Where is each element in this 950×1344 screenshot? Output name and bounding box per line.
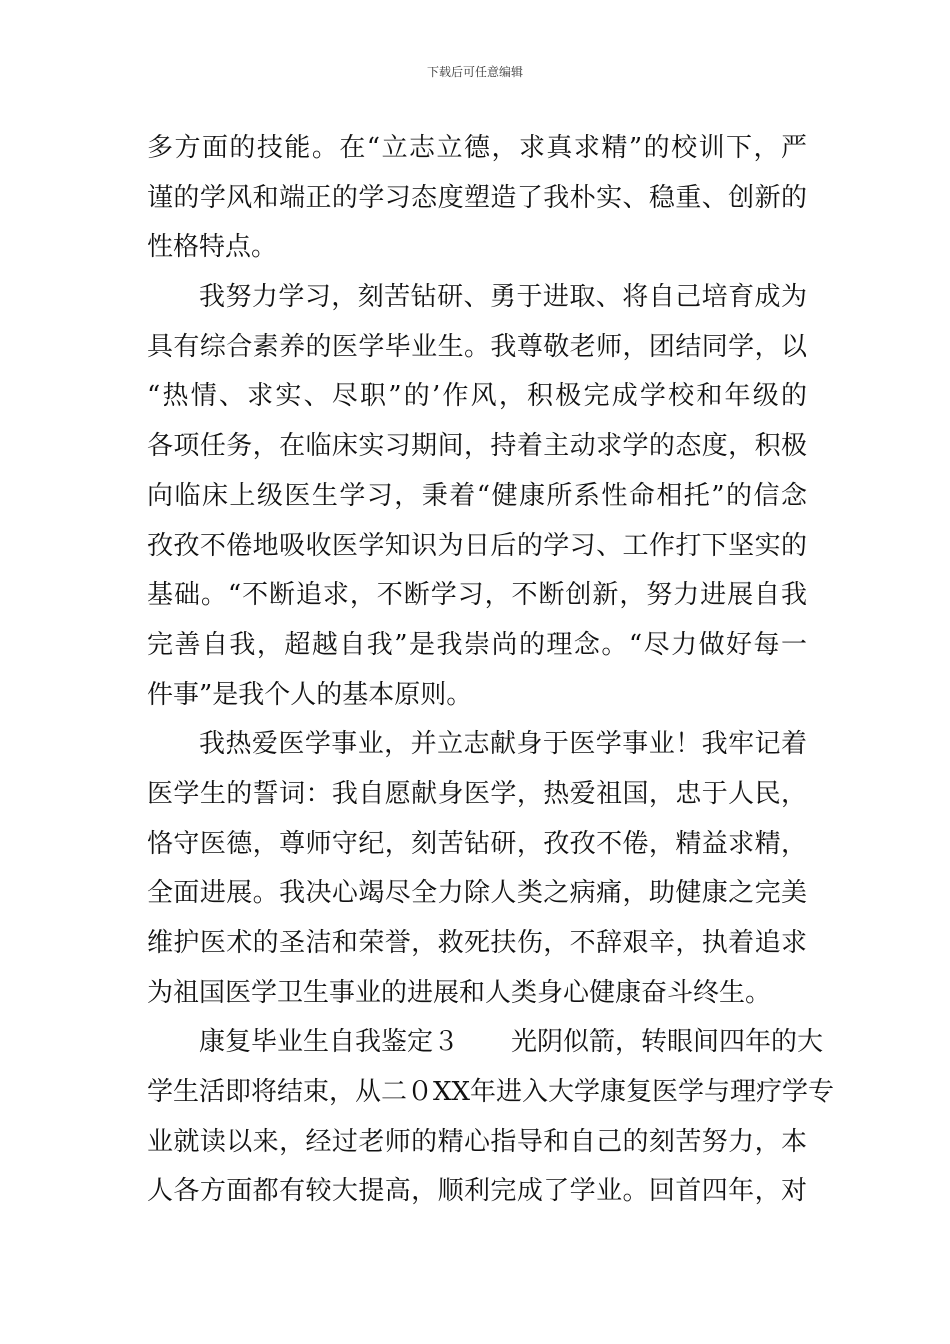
paragraph-first-line: 我热爱医学事业，并立志献身于医学事业！我牢记着 [199,729,807,760]
text-line: “热情、求实、尽职”的’作风，积极完成学校和年级的 [147,381,807,412]
text-line: 为祖国医学卫生事业的进展和人类身心健康奋斗终生。 [147,977,772,1008]
text-line: 学生活即将结束，从二０XX年进入大学康复医学与理疗学专 [147,1077,835,1108]
text-line: 恪守医德，尊师守纪，刻苦钻研，孜孜不倦，精益求精， [147,828,807,859]
text-line: 向临床上级医生学习，秉着“健康所系性命相托”的信念 [147,480,807,511]
document-body [147,124,835,1217]
text-line: 孜孜不倦地吸收医学知识为日后的学习、工作打下坚实的 [147,530,807,561]
text-line: 多方面的技能。在“立志立德，求真求精”的校训下，严 [147,133,807,163]
page-header: 下载后可任意编辑 [426,65,523,79]
text-line: 维护医术的圣洁和荣誉，救死扶伤，不辞艰辛，执着追求 [147,928,807,958]
text-line: 人各方面都有较大提高，顺利完成了学业。回首四年，对 [147,1176,807,1207]
text-line: 各项任务，在临床实习期间，持着主动求学的态度，积极 [147,431,807,462]
text-line: 谨的学风和端正的学习态度塑造了我朴实、稳重、创新的 [147,182,807,213]
paragraph-first-line: 康复毕业生自我鉴定３ 光阴似箭，转眼间四年的大 [199,1027,824,1058]
paragraph-first-line: 我努力学习，刻苦钻研、勇于进取、将自己培育成为 [199,282,807,313]
text-line: 基础。“不断追求，不断学习，不断创新，努力进展自我 [147,580,807,611]
text-line: 具有综合素养的医学毕业生。我尊敬老师，团结同学，以 [147,331,807,362]
text-line: 全面进展。我决心竭尽全力除人类之病痛，助健康之完美 [147,878,807,909]
text-line: 医学生的誓词：我自愿献身医学，热爱祖国，忠于人民， [147,778,807,809]
text-line: 件事”是我个人的基本原则。 [147,679,473,710]
text-line: 性格特点。 [147,232,278,263]
text-line: 业就读以来，经过老师的精心指导和自己的刻苦努力，本 [147,1126,807,1157]
text-line: 完善自我，超越自我”是我崇尚的理念。“尽力做好每一 [147,629,807,660]
